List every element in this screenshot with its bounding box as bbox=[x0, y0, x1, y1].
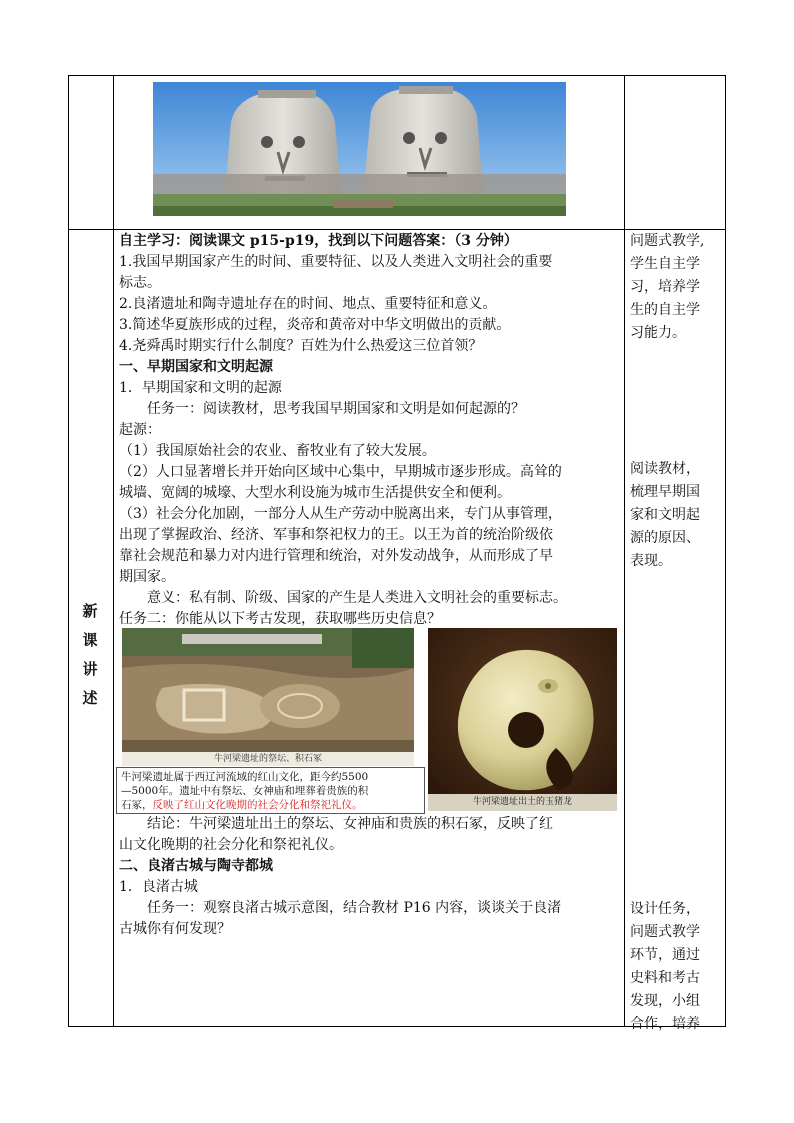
origin-line: （2）人口显著增长并开始向区域中心集中，早期城市逐步形成。高耸的 bbox=[119, 464, 562, 480]
note-line: 史料和考古 bbox=[630, 970, 700, 986]
note-line: 表现。 bbox=[630, 553, 672, 569]
section-label-char: 课 bbox=[82, 631, 98, 649]
note-line: 发现，小组 bbox=[630, 993, 700, 1009]
subsection1-title: 1．早期国家和文明的起源 bbox=[119, 380, 282, 396]
task3-line: 任务一：观察良渚古城示意图，结合教材 P16 内容，谈谈关于良渚 bbox=[147, 900, 562, 916]
jade-photo-caption: 牛河梁遗址出土的玉猪龙 bbox=[472, 797, 572, 807]
origin-line: 出现了掌握政治、经济、军事和祭祀权力的王。以王为首的统治阶级依 bbox=[119, 527, 553, 543]
niuheliang-altar-photo bbox=[122, 628, 414, 766]
task1-text: 任务一：阅读教材，思考我国早期国家和文明是如何起源的？ bbox=[147, 401, 525, 417]
textbox-highlight: 反映了红山文化晚期的社会分化和祭祀礼仪。 bbox=[152, 799, 363, 811]
self-study-heading: 自主学习：阅读课文 p15-p19，找到以下问题答案：（3 分钟） bbox=[119, 233, 518, 249]
question-line: 4.尧舜禹时期实行什么制度？百姓为什么热爱这三位首领？ bbox=[119, 338, 483, 354]
niuheliang-textbox bbox=[116, 767, 425, 814]
section2-title: 二、良渚古城与陶寺都城 bbox=[119, 858, 273, 874]
origin-line: 期国家。 bbox=[119, 569, 175, 585]
note-line: 习能力。 bbox=[630, 325, 686, 341]
origin-line: （3）社会分化加剧，一部分人从生产劳动中脱离出来，专门从事管理， bbox=[119, 506, 562, 522]
origin-label: 起源： bbox=[119, 422, 161, 438]
textbox-line-start: 石冢， bbox=[121, 799, 153, 811]
textbox-line: —5000年。遗址中有祭坛、女神庙和埋葬着贵族的积 bbox=[121, 785, 369, 797]
conclusion-line: 山文化晚期的社会分化和祭祀礼仪。 bbox=[119, 837, 343, 853]
note-line: 阅读教材， bbox=[630, 461, 700, 477]
origin-line: 城墙、宽阔的城壕、大型水利设施为城市生活提供安全和便利。 bbox=[119, 485, 511, 501]
question-line: 3.简述华夏族形成的过程，炎帝和黄帝对中华文明做出的贡献。 bbox=[119, 317, 511, 333]
section1-title: 一、早期国家和文明起源 bbox=[119, 359, 273, 375]
altar-photo-caption: 牛河梁遗址的祭坛、积石冢 bbox=[213, 754, 322, 764]
note-line: 学生自主学 bbox=[630, 256, 700, 272]
table-bottom-border bbox=[68, 1026, 726, 1027]
note-line: 合作，培养 bbox=[630, 1016, 700, 1032]
subsection2-title: 1．良渚古城 bbox=[119, 879, 198, 895]
yan-huang-statue-photo bbox=[153, 82, 566, 216]
table-col-divider-2 bbox=[624, 75, 625, 1027]
note-line: 习，培养学 bbox=[630, 279, 700, 295]
note-line: 家和文明起 bbox=[630, 507, 700, 523]
note-line: 设计任务， bbox=[630, 901, 700, 917]
textbox-line bbox=[121, 798, 363, 812]
note-line: 环节，通过 bbox=[630, 947, 700, 963]
jade-pig-dragon-photo bbox=[428, 628, 617, 811]
question-line: 1.我国早期国家产生的时间、重要特征、以及人类进入文明社会的重要 bbox=[119, 254, 553, 270]
task3-line: 古城你有何发现？ bbox=[119, 921, 231, 937]
note-line: 生的自主学 bbox=[630, 302, 700, 318]
table-right-border bbox=[725, 75, 726, 1027]
note-line: 问题式教学 bbox=[630, 924, 700, 940]
significance-text: 意义：私有制、阶级、国家的产生是人类进入文明社会的重要标志。 bbox=[147, 590, 567, 606]
conclusion-line: 结论：牛河梁遗址出土的祭坛、女神庙和贵族的积石冢，反映了红 bbox=[147, 816, 553, 832]
task2-text: 任务二：你能从以下考古发现，获取哪些历史信息？ bbox=[119, 611, 441, 627]
origin-line: （1）我国原始社会的农业、畜牧业有了较大发展。 bbox=[119, 443, 436, 459]
note-line: 梳理早期国 bbox=[630, 484, 700, 500]
note-line: 源的原因、 bbox=[630, 530, 700, 546]
teaching-note-1 bbox=[630, 230, 704, 345]
origin-line: 靠社会规范和暴力对内进行管理和统治，对外发动战争，从而形成了早 bbox=[119, 548, 553, 564]
table-top-border bbox=[68, 75, 726, 76]
teaching-note-2 bbox=[630, 458, 700, 573]
teaching-note-3 bbox=[630, 898, 700, 1036]
textbox-line: 牛河梁遗址属于西辽河流域的红山文化，距今约5500 bbox=[121, 771, 369, 783]
section-label-char: 述 bbox=[82, 689, 98, 707]
table-left-border bbox=[68, 75, 69, 1027]
section-label-char: 新 bbox=[82, 602, 98, 620]
question-line: 标志。 bbox=[119, 275, 161, 291]
question-line: 2.良渚遗址和陶寺遗址存在的时间、地点、重要特征和意义。 bbox=[119, 296, 497, 312]
table-row-divider bbox=[68, 229, 726, 230]
section-label-char: 讲 bbox=[82, 660, 98, 678]
note-line: 问题式教学, bbox=[630, 233, 705, 249]
table-col-divider-1 bbox=[113, 75, 114, 1027]
